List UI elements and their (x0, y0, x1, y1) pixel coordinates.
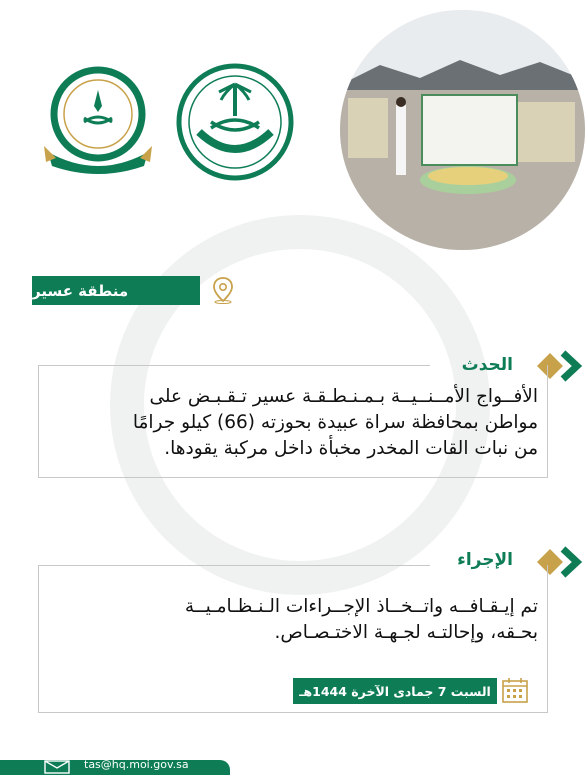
action-line-2: بحـقه، وإحالتـه لجـهـة الاختـصـاص. (274, 622, 538, 643)
action-line-1: تم إيـقـافــه واتــخــاذ الإجــراءات الـنـظـامـيــة (184, 596, 538, 617)
event-line-2: مواطن بمحافظة سراة عبيدة بحوزته (66) كيلو جرامًا (132, 412, 538, 433)
region-label (32, 276, 200, 305)
date-label (293, 678, 497, 704)
mail-icon (44, 760, 70, 774)
ministry-of-interior-logo (175, 62, 295, 182)
action-text (58, 594, 538, 646)
region-label-text: منطقة عسير (32, 281, 129, 300)
seizure-photo (340, 10, 585, 250)
date-text: السبت 7 جمادى الآخرة 1444هـ (299, 683, 491, 699)
footer-email[interactable]: tas@hq.moi.gov.sa (84, 758, 189, 771)
event-line-3: من نبات القات المخدر مخبأة داخل مركبة يقودها. (164, 438, 538, 459)
event-section-title: الحدث (461, 355, 513, 375)
calendar-icon (500, 675, 530, 705)
security-forces-agency-logo (40, 62, 156, 178)
location-pin-icon (210, 276, 236, 304)
action-section-title: الإجراء (457, 550, 513, 570)
event-line-1: الأفــواج الأمــنــيــة بـمـنـطـقـة عسير تـقـبـض على (149, 386, 538, 407)
event-text (58, 384, 538, 462)
